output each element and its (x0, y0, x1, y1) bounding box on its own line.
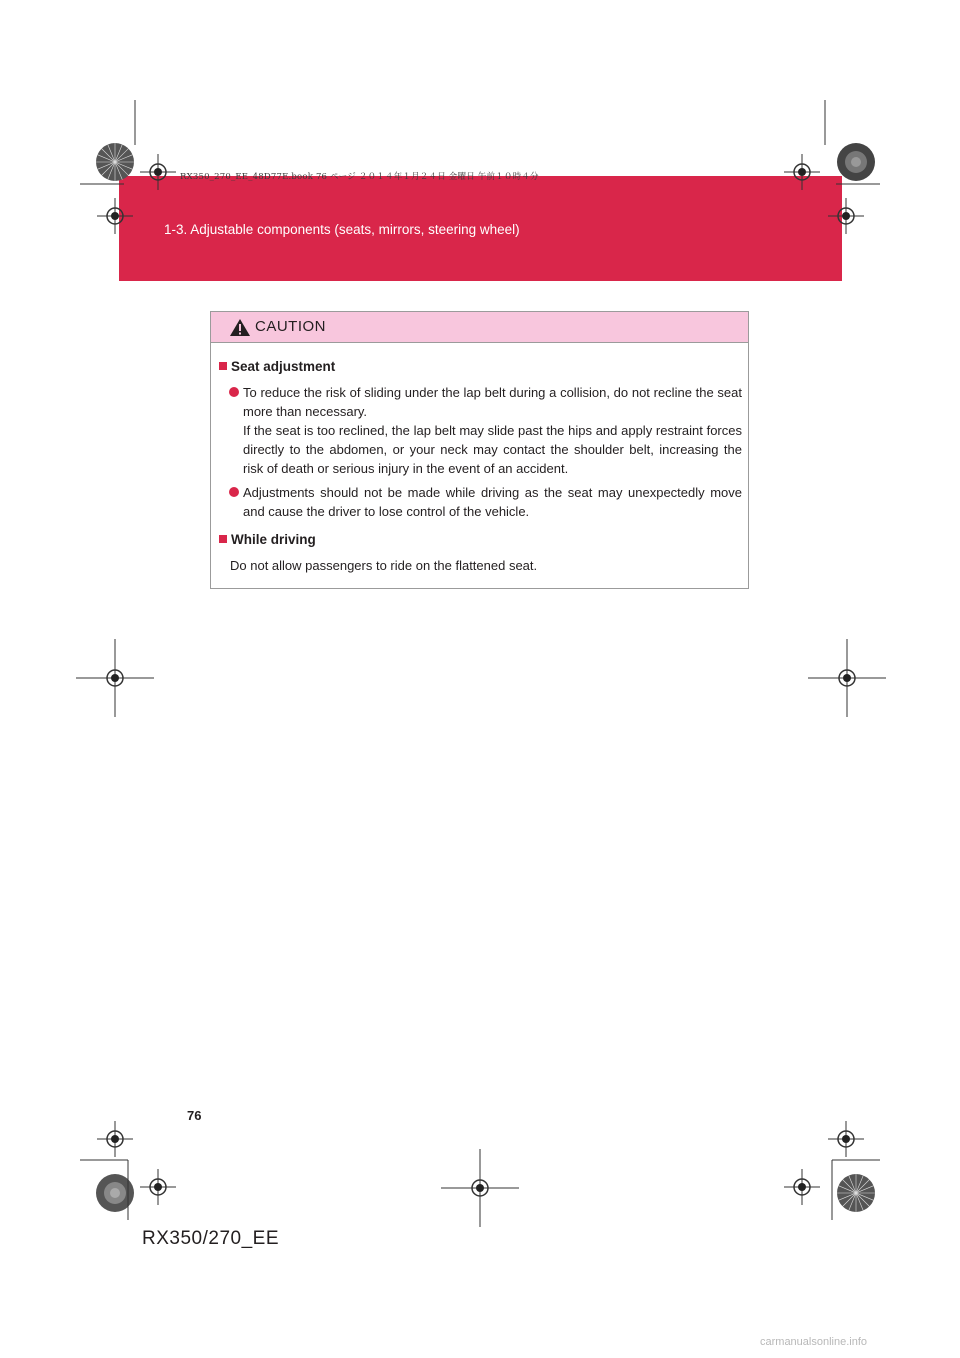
page-number: 76 (187, 1108, 202, 1123)
section-heading: Seat adjustment (219, 357, 742, 376)
paragraph: Do not allow passengers to ride on the flattened seat. (230, 558, 538, 573)
section-title: 1-3. Adjustable components (seats, mirrors, steering wheel) (164, 222, 520, 237)
caution-label: CAUTION (255, 318, 326, 335)
bullet-text: If the seat is too reclined, the lap belt may slide past the hips and apply restraint forces directly to the abdomen, or your neck may contact the shoulder belt, increasing the risk of death or serious injury in the event of an accident. (243, 423, 742, 476)
bullet-text: To reduce the risk of sliding under the lap belt during a collision, do not recline the seat more than necessary. (243, 385, 742, 419)
watermark: carmanualsonline.info (760, 1336, 868, 1348)
model-code: RX350/270_EE (142, 1228, 279, 1249)
bullet-text: Adjustments should not be made while driving as the seat may unexpectedly move and cause the driver to lose control of the vehicle. (243, 485, 742, 519)
section-heading: While driving (219, 530, 742, 549)
print-meta: RX350_270_EE_48D77E.book 76 ページ ２０１４年１月２４日 金曜日 午前１０時４分 (180, 172, 539, 182)
